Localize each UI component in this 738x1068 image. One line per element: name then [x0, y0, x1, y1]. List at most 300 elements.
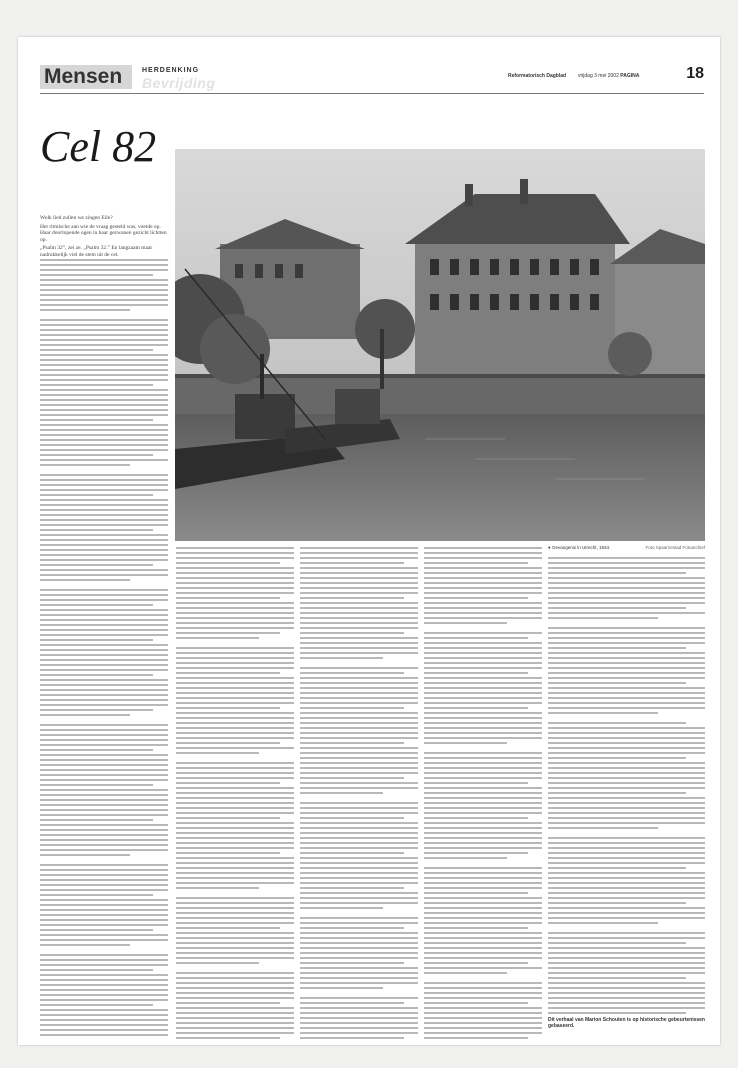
text-line: [548, 657, 705, 659]
text-line: [176, 567, 294, 569]
text-line: [176, 982, 294, 984]
text-line: [40, 669, 168, 671]
text-line: [424, 692, 542, 694]
text-line: [40, 529, 153, 531]
text-line: [40, 319, 168, 321]
text-line: [548, 802, 705, 804]
text-line: [548, 857, 705, 859]
photo-illustration: [175, 149, 705, 541]
text-line: [40, 844, 168, 846]
text-line: [40, 964, 168, 966]
text-line: [424, 562, 528, 564]
text-line: [424, 1017, 542, 1019]
text-line: [40, 284, 168, 286]
text-line: [424, 997, 542, 999]
text-line: [300, 982, 418, 984]
text-line: [40, 609, 168, 611]
rubric-bottom: Bevrijding: [142, 75, 216, 91]
text-line: [300, 692, 418, 694]
text-line: [424, 742, 507, 744]
text-line: [40, 559, 168, 561]
text-line: [424, 847, 542, 849]
text-line: [40, 1034, 168, 1036]
text-line: [40, 534, 168, 536]
text-line: [40, 829, 168, 831]
text-line: [40, 764, 168, 766]
text-line: [424, 592, 542, 594]
text-line: [40, 734, 168, 736]
text-line: [548, 647, 686, 649]
text-line: [300, 867, 418, 869]
text-line: [40, 909, 168, 911]
text-line: [548, 602, 705, 604]
text-line: [424, 622, 507, 624]
text-line: [40, 509, 168, 511]
text-line: [40, 994, 168, 996]
text-line: [40, 344, 168, 346]
text-line: [548, 897, 705, 899]
text-line: [300, 1007, 418, 1009]
text-line: [40, 589, 168, 591]
section-name: Mensen: [40, 65, 132, 89]
text-line: [300, 872, 418, 874]
text-line: [40, 349, 153, 351]
text-line: [300, 607, 418, 609]
text-line: [300, 857, 418, 859]
text-line: [300, 977, 418, 979]
text-line: [548, 702, 705, 704]
text-line: [548, 737, 705, 739]
text-line: [300, 812, 418, 814]
intro-paragraph-3: „Psalm 32”, zei ze. „Psalm 32.” En langzaam maar nadrukkelijk viel de stem uit de cel.: [40, 245, 153, 258]
text-line: [40, 749, 153, 751]
text-line: [424, 657, 542, 659]
text-line: [40, 294, 168, 296]
text-line: [176, 787, 294, 789]
text-line: [40, 504, 168, 506]
text-line: [424, 757, 542, 759]
text-line: [424, 1012, 542, 1014]
text-line: [548, 577, 705, 579]
text-line: [40, 499, 168, 501]
text-line: [40, 739, 168, 741]
text-line: [40, 264, 168, 266]
text-line: [300, 772, 418, 774]
text-line: [176, 752, 259, 754]
text-line: [548, 582, 705, 584]
text-line: [176, 582, 294, 584]
text-line: [40, 1024, 168, 1026]
text-line: [176, 1017, 294, 1019]
text-line: [300, 1012, 418, 1014]
text-line: [300, 687, 418, 689]
text-line: [40, 674, 153, 676]
text-line: [548, 977, 686, 979]
text-line: [40, 359, 168, 361]
text-line: [40, 724, 168, 726]
text-line: [548, 997, 705, 999]
text-line: [424, 652, 542, 654]
text-line: [300, 637, 418, 639]
text-line: [176, 572, 294, 574]
text-line: [40, 889, 168, 891]
text-line: [300, 562, 404, 564]
text-line: [40, 409, 168, 411]
text-line: [548, 687, 705, 689]
intro-paragraph-1: Wolk lied zullen we zingen Eile?: [40, 215, 113, 221]
text-line: [40, 754, 168, 756]
text-line: [176, 547, 294, 549]
text-line: [548, 1002, 705, 1004]
text-line: [300, 722, 418, 724]
text-line: [40, 594, 168, 596]
text-line: [40, 604, 153, 606]
text-line: [40, 549, 168, 551]
text-line: [40, 684, 168, 686]
text-line: [40, 814, 168, 816]
text-line: [40, 329, 168, 331]
text-line: [40, 1009, 168, 1011]
text-line: [424, 697, 542, 699]
text-line: [548, 712, 658, 714]
text-line: [176, 867, 294, 869]
text-line: [424, 932, 542, 934]
text-line: [40, 304, 168, 306]
text-line: [424, 897, 542, 899]
text-line: [176, 927, 280, 929]
text-line: [424, 857, 507, 859]
text-line: [40, 474, 168, 476]
text-line: [176, 692, 294, 694]
text-line: [548, 937, 705, 939]
text-line: [176, 637, 259, 639]
text-line: [176, 917, 294, 919]
text-line: [300, 727, 418, 729]
text-line: [548, 1012, 686, 1014]
text-line: [300, 577, 418, 579]
text-line: [40, 819, 153, 821]
text-line: [548, 677, 705, 679]
text-line: [548, 837, 705, 839]
body-column-5: [548, 557, 705, 1017]
text-line: [176, 662, 294, 664]
text-line: [300, 757, 418, 759]
text-line: [40, 854, 130, 856]
text-line: [300, 587, 418, 589]
text-line: [300, 667, 418, 669]
text-line: [300, 767, 418, 769]
text-line: [548, 707, 705, 709]
text-line: [548, 632, 705, 634]
text-line: [548, 862, 705, 864]
text-line: [176, 997, 294, 999]
text-line: [176, 922, 294, 924]
text-line: [40, 354, 168, 356]
text-line: [424, 552, 542, 554]
text-line: [176, 1032, 294, 1034]
text-line: [40, 694, 168, 696]
text-line: [548, 842, 705, 844]
text-line: [40, 804, 168, 806]
text-line: [40, 1019, 168, 1021]
text-line: [300, 802, 418, 804]
text-line: [40, 689, 168, 691]
text-line: [40, 1014, 168, 1016]
text-line: [176, 797, 294, 799]
text-line: [176, 612, 294, 614]
text-line: [548, 822, 705, 824]
text-line: [424, 942, 542, 944]
text-line: [176, 897, 294, 899]
text-line: [176, 602, 294, 604]
text-line: [300, 837, 418, 839]
text-line: [40, 759, 168, 761]
text-line: [300, 707, 404, 709]
text-line: [176, 817, 280, 819]
text-line: [40, 969, 153, 971]
text-line: [300, 822, 418, 824]
text-line: [300, 907, 383, 909]
text-line: [40, 289, 168, 291]
text-line: [40, 309, 130, 311]
text-line: [176, 742, 280, 744]
text-line: [40, 839, 168, 841]
text-line: [548, 867, 686, 869]
text-line: [548, 682, 686, 684]
text-line: [548, 917, 705, 919]
text-line: [40, 699, 168, 701]
text-line: [40, 464, 130, 466]
text-line: [548, 952, 705, 954]
text-line: [40, 1004, 153, 1006]
text-line: [548, 572, 686, 574]
text-line: [40, 864, 168, 866]
text-line: [40, 544, 168, 546]
text-line: [548, 892, 705, 894]
text-line: [424, 722, 542, 724]
text-line: [40, 524, 168, 526]
text-line: [424, 882, 542, 884]
text-line: [424, 952, 542, 954]
text-line: [424, 902, 542, 904]
text-line: [300, 632, 404, 634]
text-line: [300, 612, 418, 614]
page-label: PAGINA: [620, 73, 640, 79]
text-line: [300, 647, 418, 649]
text-line: [300, 1017, 418, 1019]
text-line: [424, 782, 528, 784]
text-line: [176, 1007, 294, 1009]
text-line: [424, 962, 528, 964]
text-line: [176, 827, 294, 829]
text-line: [424, 1022, 542, 1024]
text-line: [176, 957, 294, 959]
text-line: [40, 664, 168, 666]
text-line: [300, 672, 404, 674]
text-line: [176, 1022, 294, 1024]
text-line: [424, 732, 542, 734]
text-line: [548, 912, 705, 914]
text-line: [424, 702, 542, 704]
text-line: [176, 887, 259, 889]
text-line: [424, 877, 542, 879]
newspaper-page: [18, 37, 720, 1045]
text-line: [176, 902, 294, 904]
text-line: [176, 677, 294, 679]
text-line: [176, 912, 294, 914]
text-line: [300, 987, 383, 989]
text-line: [548, 627, 705, 629]
text-line: [548, 562, 705, 564]
text-line: [40, 489, 168, 491]
text-line: [548, 652, 705, 654]
text-line: [300, 652, 418, 654]
text-line: [300, 552, 418, 554]
text-line: [40, 679, 168, 681]
text-line: [424, 1027, 542, 1029]
text-line: [40, 774, 168, 776]
text-line: [176, 552, 294, 554]
text-line: [40, 899, 168, 901]
text-line: [548, 597, 705, 599]
text-line: [40, 259, 168, 261]
text-line: [548, 987, 705, 989]
text-line: [424, 1007, 542, 1009]
text-line: [300, 957, 418, 959]
text-line: [40, 394, 168, 396]
text-line: [176, 682, 294, 684]
text-line: [40, 809, 168, 811]
text-line: [300, 1002, 404, 1004]
text-line: [176, 842, 294, 844]
text-line: [176, 727, 294, 729]
text-line: [424, 1037, 528, 1039]
photo-credit: Foto Spaarnestad Fotoarchief: [645, 545, 705, 550]
text-line: [176, 592, 294, 594]
text-line: [424, 922, 542, 924]
text-line: [176, 772, 294, 774]
text-line: [40, 564, 153, 566]
text-line: [176, 882, 294, 884]
text-line: [548, 732, 705, 734]
text-line: [40, 654, 168, 656]
text-line: [548, 557, 705, 559]
text-line: [424, 617, 542, 619]
text-line: [40, 919, 168, 921]
text-line: [176, 807, 294, 809]
text-line: [40, 989, 168, 991]
text-line: [176, 672, 280, 674]
text-line: [40, 834, 168, 836]
text-line: [548, 782, 705, 784]
text-line: [424, 982, 542, 984]
text-line: [40, 709, 153, 711]
text-line: [40, 384, 153, 386]
text-line: [40, 929, 153, 931]
text-line: [548, 992, 705, 994]
text-line: [176, 952, 294, 954]
text-line: [424, 737, 542, 739]
text-line: [300, 752, 418, 754]
text-line: [300, 842, 418, 844]
text-line: [300, 937, 418, 939]
text-line: [424, 937, 542, 939]
text-line: [424, 707, 528, 709]
text-line: [548, 617, 658, 619]
text-line: [40, 334, 168, 336]
text-line: [424, 837, 542, 839]
text-line: [548, 907, 705, 909]
text-line: [548, 722, 686, 724]
text-line: [424, 832, 542, 834]
text-line: [548, 757, 686, 759]
body-column-4: [424, 547, 542, 1042]
text-line: [176, 857, 294, 859]
text-line: [176, 937, 294, 939]
text-line: [424, 637, 528, 639]
text-line: [176, 632, 280, 634]
text-line: [176, 747, 294, 749]
text-line: [40, 924, 168, 926]
text-line: [300, 592, 418, 594]
text-line: [40, 389, 168, 391]
text-line: [40, 494, 153, 496]
text-line: [424, 967, 542, 969]
text-line: [548, 762, 705, 764]
text-line: [300, 997, 418, 999]
text-line: [548, 667, 705, 669]
text-line: [176, 852, 280, 854]
text-line: [40, 799, 168, 801]
text-line: [300, 827, 418, 829]
text-line: [300, 717, 418, 719]
text-line: [424, 907, 542, 909]
text-line: [40, 484, 168, 486]
text-line: [300, 582, 418, 584]
text-line: [300, 952, 418, 954]
text-line: [40, 299, 168, 301]
text-line: [40, 454, 153, 456]
text-line: [176, 717, 294, 719]
text-line: [300, 1032, 418, 1034]
text-line: [176, 972, 294, 974]
text-line: [40, 869, 168, 871]
text-line: [424, 567, 542, 569]
body-column-1: [40, 259, 168, 1039]
intro-paragraph-2: Het ritmische aan wie de vraag gesteld was, voetde op. Haar doorlopende ogen in haar gezwanen gezicht lichtten op.: [40, 223, 167, 243]
text-line: [40, 274, 153, 276]
text-line: [176, 942, 294, 944]
text-line: [176, 802, 294, 804]
text-line: [40, 999, 168, 1001]
text-line: [300, 922, 418, 924]
text-line: [176, 792, 294, 794]
text-line: [424, 842, 542, 844]
text-line: [176, 762, 294, 764]
text-line: [300, 737, 418, 739]
text-line: [300, 1037, 404, 1039]
text-line: [548, 812, 705, 814]
text-line: [176, 737, 294, 739]
text-line: [40, 644, 168, 646]
text-line: [40, 514, 168, 516]
text-line: [300, 557, 418, 559]
text-line: [300, 927, 404, 929]
text-line: [40, 979, 168, 981]
text-line: [548, 957, 705, 959]
text-line: [40, 659, 168, 661]
text-line: [176, 832, 294, 834]
